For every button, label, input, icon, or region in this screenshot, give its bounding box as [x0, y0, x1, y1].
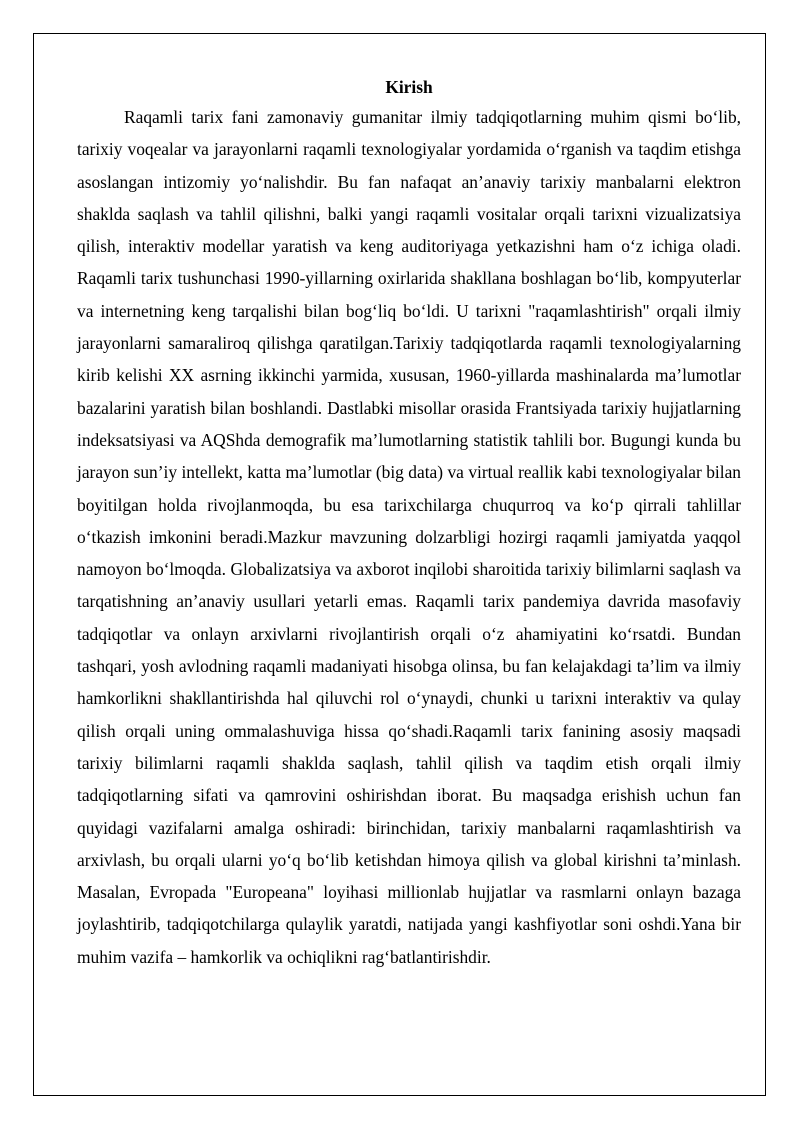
body-paragraph: Raqamli tarix fani zamonaviy gumanitar ilmiy tadqiqotlarning muhim qismi bo‘lib, tarixiy voqealar va jarayonlarni raqamli texnologiyalar yordamida o‘rganish va taqdim etishga asoslangan intizomiy yo‘nalishdir. Bu fan nafaqat an’anaviy tarixiy manbalarni elektron shaklda saqlash va tahlil qilishni, balki yangi raqamli vositalar orqali tarixni vizualizatsiya qilish, interaktiv modellar yaratish va keng auditoriyaga yetkazishni ham o‘z ichiga oladi. Raqamli tarix tushunchasi 1990-yillarning oxirlarida shakllana boshlagan bo‘lib, kompyuterlar va internetning keng tarqalishi bilan bog‘liq bo‘ldi. U tarixni "raqamlashtirish" orqali ilmiy jarayonlarni samaraliroq qilishga qaratilgan.Tarixiy tadqiqotlarda raqamli texnologiyalarning kirib kelishi XX asrning ikkinchi yarmida, xususan, 1960-yillarda mashinalarda ma’lumotlar bazalarini yaratish bilan boshlandi. Dastlabki misollar orasida Frantsiyada tarixiy hujjatlarning indeksatsiyasi va AQShda demografik ma’lumotlarning statistik tahlili bor. Bugungi kunda bu jarayon sun’iy intellekt, katta ma’lumotlar (big data) va virtual reallik kabi texnologiyalar bilan boyitilgan holda rivojlanmoqda, bu esa tarixchilarga chuqurroq va ko‘p qirrali tahlillar o‘tkazish imkonini beradi.Mazkur mavzuning dolzarbligi hozirgi raqamli jamiyatda yaqqol namoyon bo‘lmoqda. Globalizatsiya va axborot inqilobi sharoitida tarixiy bilimlarni saqlash va tarqatishning an’anaviy usullari yetarli emas. Raqamli tarix pandemiya davrida masofaviy tadqiqotlar va onlayn arxivlarni rivojlantirish orqali o‘z ahamiyatini ko‘rsatdi. Bundan tashqari, yosh avlodning raqamli madaniyati hisobga olinsa, bu fan kelajakdagi ta’lim va ilmiy hamkorlikni shakllantirishda hal qiluvchi rol o‘ynaydi, chunki u tarixni interaktiv va qulay qilish orqali uning ommalashuviga hissa qo‘shadi.Raqamli tarix fanining asosiy maqsadi tarixiy bilimlarni raqamli shaklda saqlash, tahlil qilish va taqdim etish orqali ilmiy tadqiqotlarning sifati va qamrovini oshirishdan iborat. Bu maqsadga erishish uchun fan quyidagi vazifalarni amalga oshiradi: birinchidan, tarixiy manbalarni raqamlashtirish va arxivlash, bu orqali ularni yo‘q bo‘lib ketishdan himoya qilish va global kirishni ta’minlash. Masalan, Evropada "Europeana" loyihasi millionlab hujjatlar va rasmlarni onlayn bazaga joylashtirib, tadqiqotchilarga qulaylik yaratdi, natijada yangi kashfiyotlar soni oshdi.Yana bir muhim vazifa – hamkorlik va ochiqlikni rag‘batlantirishdir. [77, 107, 741, 967]
section-title: Kirish [385, 77, 433, 97]
document-content [77, 76, 741, 973]
